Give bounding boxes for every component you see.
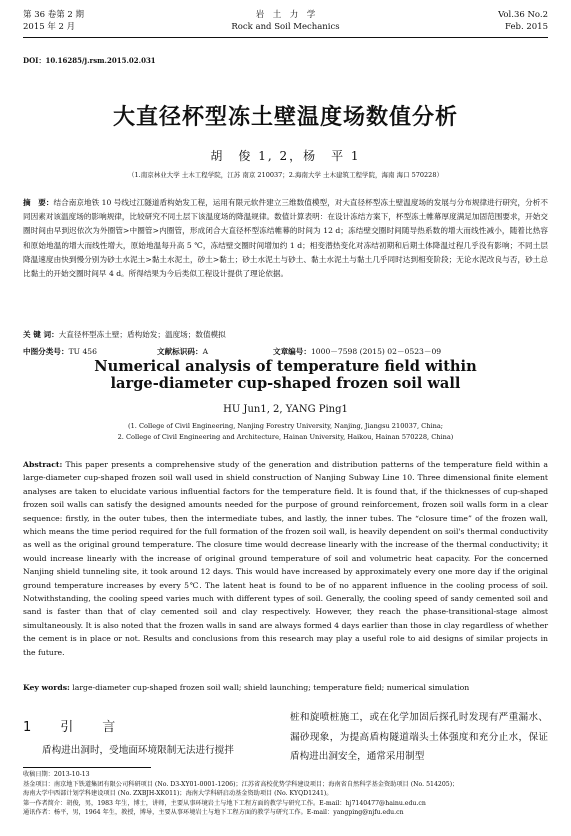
header-center [0, 9, 571, 33]
authors-cn: 胡 俊 1, 2，杨 平 1 [210, 149, 361, 163]
affiliation-en [0, 421, 571, 443]
footnote-divider [23, 767, 151, 768]
title-en [0, 358, 571, 392]
abstract-en [23, 458, 548, 659]
footnotes [23, 770, 548, 818]
clc-number [23, 346, 97, 357]
body-text-right: 桩和旋喷桩施工，或在化学加固后探孔时发现有严重漏水、漏砂现象，为提高盾构隧道端头土体强度和充分止水，保证盾构进出洞安全，通常采用制型 [290, 712, 548, 762]
footnote-author2: 通讯作者：杨平，男，1964 年生，教授，博导，主要从事环境岩土与地下工程方面的教学与研究工作。E-mail：yangping@njfu.edu.cn [23, 809, 404, 817]
footnote-fund1: 基金项目：南京地下铁道集团有限公司科研项目 (No. D3-XY01-0001-1206)；江苏省高校优势学科建设项目；海南省自然科学基金资助项目 (No. 514205)； [23, 780, 459, 788]
footnote-author1: 第一作者简介：胡俊，男，1983 年生，博士，讲师，主要从事环境岩土与地下工程方面的教学与研究工作。E-mail：hj7140477@hainu.edu.cn [23, 799, 426, 807]
footnote-fund2: 海南大学中西部计划学科建设项目 (No. ZXBJH-XK011)；海南大学科研启动基金资助项目 (No. KYQD1241)。 [23, 790, 333, 798]
abstract-cn [23, 196, 548, 281]
journal-name-en: Rock and Soil Mechanics [231, 22, 340, 32]
doi: DOI：10.16285/j.rsm.2015.02.031 [23, 56, 156, 65]
keywords-en [23, 683, 548, 692]
affiliation-cn: （1.南京林业大学 土木工程学院，江苏 南京 210037；2.海南大学 土木建筑工程学院，海南 海口 570228） [128, 171, 443, 179]
doc-value: A [202, 347, 209, 356]
doc-label: 文献标识码： [157, 347, 203, 356]
article-label: 文章编号： [273, 347, 311, 356]
volume-cn: 第 36 卷第 2 期 [23, 10, 85, 20]
date-cn: 2015 年 2 月 [23, 22, 76, 32]
title-en-line2: large-diameter cup-shaped frozen soil wall [110, 375, 461, 392]
abstract-cn-text: 结合南京地铁 10 号线过江隧道盾构始发工程，运用有限元软件建立三维数值模型，对大直径杯型冻土壁温度场的发展与分布规律进行研究，分析不同因素对该温度场的影响规律，比较研究不同土层下该温度场的降温规律。数值计算表明：在设计冻结方案下，杯型冻土帷幕厚度满足加固范围要求，开始交圈时间由早到迟依次为外圈管>中圈管>内圈管，形成闭合大直径杯型冻结帷幕的时间为 12 d；冻结壁交圈时间随导热系数的增大而线性减小，随着比热容和原始地温的增大而线性增大，原始地温每升高 5 ℃，冻结壁交圈时间增加约 1 d；相变潜热变化对冻结初期和后期土体降温过程几乎没有影响；不同土层降温速度由快到慢分别为砂土水泥土>黏土水泥土，砂土>黏土；砂土水泥土与砂土、黏土水泥土与黏土几乎同时达到相变阶段；无论水泥改良与否，砂土总比黏土的开始交圈时间早 4 d。所得结果为今后类似工程设计提供了理论依据。 [23, 198, 549, 279]
journal-name-cn: 岩 土 力 学 [255, 10, 316, 20]
abstract-en-label: Abstract: [23, 460, 63, 469]
abstract-cn-label: 摘 要： [23, 198, 54, 207]
clc-value: TU 456 [68, 347, 97, 356]
title-en-line1: Numerical analysis of temperature field within [94, 358, 477, 375]
affiliation-en-line2: 2. College of Civil Engineering and Architecture, Hainan University, Haikou, Hainan 570228, China) [117, 433, 454, 441]
keywords-en-label: Key words: [23, 683, 70, 692]
keywords-cn [23, 329, 548, 340]
keywords-en-text: large-diameter cup-shaped frozen soil wall; shield launching; temperature field; numerical simulation [72, 683, 470, 692]
keywords-cn-text: 大直径杯型冻土壁；盾构始发；温度场；数值模拟 [58, 330, 226, 339]
affiliation-en-line1: (1. College of Civil Engineering, Nanjing Forestry University, Nanjing, Jiangsu 210037, China; [128, 422, 443, 430]
footnote-received: 收稿日期：2013-10-13 [23, 771, 90, 778]
article-number [273, 346, 441, 357]
article-value: 1000－7598 (2015) 02－0523－09 [310, 347, 442, 356]
title-cn: 大直径杯型冻土壁温度场数值分析 [112, 105, 458, 130]
section-heading: 1 引 言 [23, 720, 124, 735]
keywords-cn-label: 关 键 词： [23, 330, 59, 339]
header-right [498, 9, 548, 33]
header-divider [23, 37, 548, 38]
abstract-en-text: This paper presents a comprehensive study of the generation and distribution patterns of the temperature field within a large-diameter cup-shaped frozen soil wall used in shield construction of Nanjing Subway Line 10. Three dimensional finite element analyses are taken to elucidate various influential factors for the temperature field. It is found that, if the thicknesses of cup-shaped frozen soil walls can satisfy the designed amounts needed for the purpose of ground reinforcement, frozen soil walls form in a clear sequence: firstly, in the outer tubes, then the intermediate tubes, and lastly, the inner tubes. The “closure time” of the frozen wall, which means the time period required for the full formation of the frozen soil wall, is heavily dependent on soil's thermal conductivity as well as the original ground temperature. The closure time would decrease linearly with the increase of the thermal conductivity; it would increase linearly with the increase of original ground temperature of soil and volumetric heat capacity. For the concerned Nanjing shield tunneling site, it took around 12 days. This would have increased by approximately every one more day if the original ground temperature increases by every 5℃. The latent heat is found to be of no apparent influence in the cooling process of soil. Notwithstanding, the cooling speed varies much with different types of soil. Generally, the cooling speed of sandy cemented soil and sand is faster than that of clay cemented soil and clay respectively. However, they reach the phase-transitional-stage almost simultaneously. It is also noted that the frozen walls in sand are always formed 4 days earlier than those in clay regardless of whether the cement is in place or not. Results and conclusions from this research may play a useful role to aid designs of similar projects in the future. [23, 460, 548, 657]
clc-label: 中图分类号： [23, 347, 69, 356]
document-code [157, 346, 208, 357]
date-en: Feb. 2015 [505, 22, 548, 32]
body-text-left: 盾构进出洞时，受地面环境限制无法进行搅拌 [42, 745, 234, 756]
volume-en: Vol.36 No.2 [498, 10, 548, 20]
authors-en: HU Jun1, 2, YANG Ping1 [223, 404, 348, 415]
